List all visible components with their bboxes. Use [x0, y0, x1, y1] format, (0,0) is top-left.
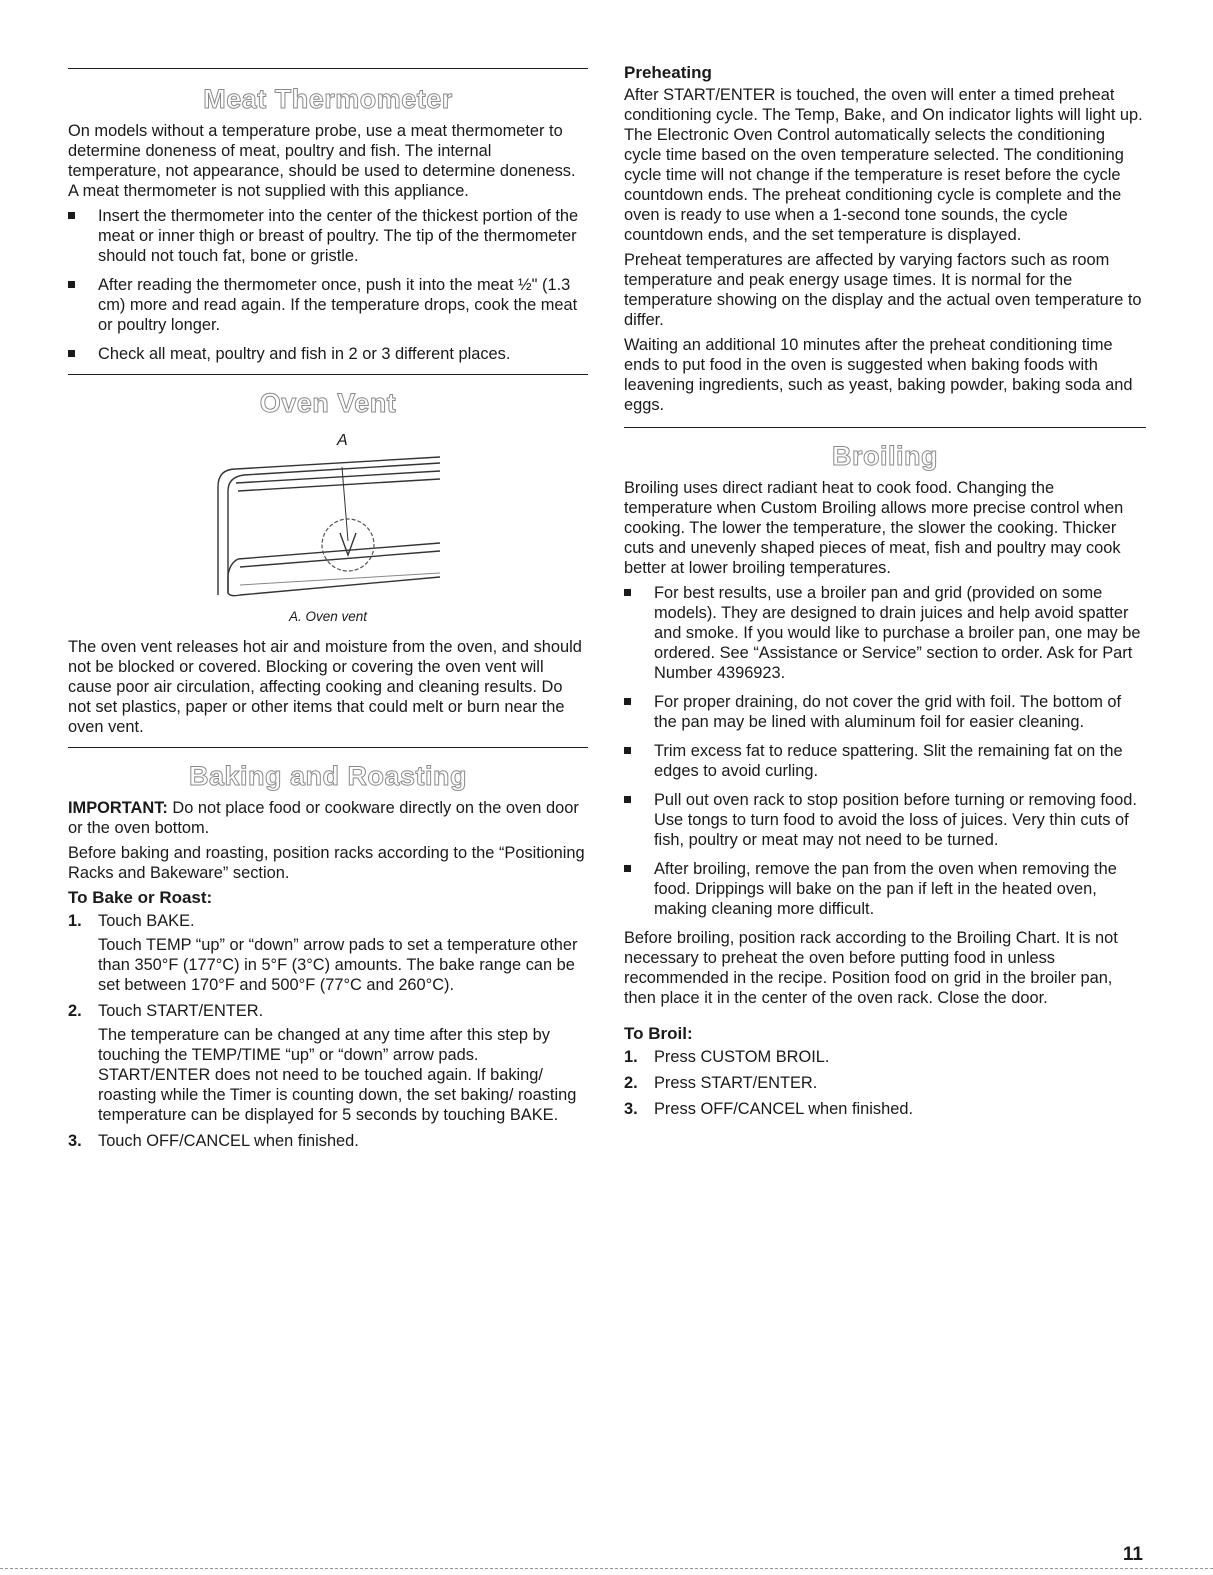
meat-thermometer-intro: On models without a temperature probe, use a meat thermometer to determine doneness of meat, poultry and fish. The internal temperature, not appearance, should be used to determine doneness. A meat thermometer is not supplied with this appliance. [68, 122, 576, 200]
meat-thermometer-bullets [68, 206, 588, 364]
important-label: IMPORTANT: [68, 799, 168, 817]
baking-title: Baking and Roasting [188, 761, 468, 791]
list-item [68, 911, 588, 995]
list-item [624, 1099, 1146, 1119]
step-text: Touch BAKE. [98, 912, 195, 930]
bullet-square-icon [624, 589, 631, 596]
bake-subhead: To Bake or Roast: [68, 888, 213, 907]
list-item [68, 1131, 588, 1151]
broiling-intro: Broiling uses direct radiant heat to cook food. Changing the temperature when Custom Broiling allows more precise control when cooking. The lower the temperature, the slower the cooking. Thicker cuts and unevenly shaped pieces of meat, fish and poultry may cook better at lower broiling temperatures. [624, 479, 1124, 577]
bullet-square-icon [624, 796, 631, 803]
important-note [68, 798, 588, 838]
bullet-square-icon [68, 350, 75, 357]
step-text: Press OFF/CANCEL when finished. [654, 1100, 914, 1118]
broil-steps [624, 1047, 1146, 1119]
step-text: Touch OFF/CANCEL when finished. [98, 1132, 359, 1150]
broiling-title: Broiling [832, 441, 938, 471]
bullet-square-icon [624, 747, 631, 754]
bullet-square-icon [68, 212, 75, 219]
broil-subhead: To Broil: [624, 1024, 693, 1043]
preheating-paragraph: Waiting an additional 10 minutes after the preheat conditioning time ends to put food in the oven is suggested when baking foods with leavening ingredients, such as yeast, baking powder, baking soda and eggs. [624, 336, 1133, 414]
list-item [68, 344, 588, 364]
section-rule [68, 68, 588, 69]
list-item [624, 741, 1146, 781]
step-number: 3. [624, 1100, 638, 1118]
preheating-title: Preheating [624, 63, 712, 82]
step-number: 2. [68, 1002, 82, 1020]
list-item [624, 1047, 1146, 1067]
bullet-text: Pull out oven rack to stop position before turning or removing food. Use tongs to turn food to avoid the loss of juices. Very thin cuts of fish, poultry or meat may not need to be turned. [654, 791, 1137, 849]
section-rule [624, 427, 1146, 428]
bullet-text: Check all meat, poultry and fish in 2 or 3 different places. [98, 345, 511, 363]
bullet-text: For proper draining, do not cover the grid with foil. The bottom of the pan may be lined with aluminum foil for easier cleaning. [654, 693, 1122, 731]
preheating-paragraph: After START/ENTER is touched, the oven will enter a timed preheat conditioning cycle. The Temp, Bake, and On indicator lights will light up. The Electronic Oven Control automatically selects the conditioning cycle time based on the oven temperature selected. The conditioning cycle time will not change if the temperature is reset before the cycle countdown ends. The preheat conditioning cycle is complete and the oven is ready to use when a 1-second tone sounds, the cycle countdown ends, and the set temperature is displayed. [624, 86, 1143, 244]
step-text: Press CUSTOM BROIL. [654, 1048, 830, 1066]
section-rule [68, 747, 588, 748]
bake-steps [68, 911, 588, 1151]
page-edge-rule [0, 1568, 1213, 1569]
step-text: Touch TEMP “up” or “down” arrow pads to set a temperature other than 350°F (177°C) in 5°F (3°C) amounts. The bake range can be set between 170°F and 500°F (77°C and 260°C). [98, 936, 578, 994]
step-text: Press START/ENTER. [654, 1074, 818, 1092]
list-item [68, 206, 588, 266]
step-number: 2. [624, 1074, 638, 1092]
step-number: 1. [68, 912, 82, 930]
list-item [624, 692, 1146, 732]
broiling-after: Before broiling, position rack according to the Broiling Chart. It is not necessary to preheat the oven before putting food in unless recommended in the recipe. Position food on grid in the broiler pan, then place it in the center of the oven rack. Close the door. [624, 929, 1118, 1007]
step-text: Touch START/ENTER. [98, 1002, 264, 1020]
section-rule [68, 374, 588, 375]
oven-vent-illustration [68, 425, 588, 605]
meat-thermometer-title: Meat Thermometer [203, 84, 453, 114]
figure-label: A [337, 432, 348, 449]
bullet-square-icon [624, 865, 631, 872]
list-item [624, 790, 1146, 850]
bullet-text: After reading the thermometer once, push it into the meat ½" (1.3 cm) more and read again. If the temperature drops, cook the meat or poultry longer. [98, 276, 578, 334]
bullet-square-icon [624, 698, 631, 705]
step-text: The temperature can be changed at any time after this step by touching the TEMP/TIME “up” or “down” arrow pads. START/ENTER does not need to be touched again. If baking/ roasting while the Timer is counting down, the set baking/ roasting temperature can be displayed for 5 seconds by touching BAKE. [98, 1026, 577, 1124]
list-item [68, 1001, 588, 1125]
baking-before: Before baking and roasting, position racks according to the “Positioning Racks and Bakeware” section. [68, 844, 585, 882]
bullet-text: For best results, use a broiler pan and grid (provided on some models). They are designed to drain juices and help avoid spatter and smoke. If you would like to purchase a broiler pan, one may be ordered. See “Assistance or Service” section to order. Ask for Part Number 4396923. [654, 584, 1141, 682]
right-column [624, 0, 1146, 1125]
oven-vent-text: The oven vent releases hot air and moisture from the oven, and should not be blocked or covered. Blocking or covering the oven vent will cause poor air circulation, affecting cooking and cleaning results. Do not set plastics, paper or other items that could melt or burn near the oven vent. [68, 638, 582, 736]
preheating-paragraph: Preheat temperatures are affected by varying factors such as room temperature and peak energy usage times. It is normal for the temperature showing on the display and the actual oven temperature to differ. [624, 251, 1142, 329]
bullet-text: Trim excess fat to reduce spattering. Slit the remaining fat on the edges to avoid curling. [654, 742, 1123, 780]
list-item [624, 1073, 1146, 1093]
oven-vent-figure [68, 425, 588, 605]
page-number: 11 [1122, 1544, 1143, 1565]
bullet-text: Insert the thermometer into the center of the thickest portion of the meat or inner thigh or breast of poultry. The tip of the thermometer should not touch fat, bone or gristle. [98, 207, 579, 265]
oven-vent-title: Oven Vent [259, 388, 397, 418]
broiling-bullets [624, 583, 1146, 919]
figure-caption: A. Oven vent [288, 609, 368, 624]
left-column [68, 0, 588, 1157]
important-text: Do not place food or cookware directly on the oven door or the oven bottom. [68, 799, 579, 837]
list-item [624, 859, 1146, 919]
list-item [68, 275, 588, 335]
bullet-text: After broiling, remove the pan from the oven when removing the food. Drippings will bake on the pan if left in the heated oven, making cleaning more difficult. [654, 860, 1117, 918]
step-number: 1. [624, 1048, 638, 1066]
list-item [624, 583, 1146, 683]
bullet-square-icon [68, 281, 75, 288]
step-number: 3. [68, 1132, 82, 1150]
